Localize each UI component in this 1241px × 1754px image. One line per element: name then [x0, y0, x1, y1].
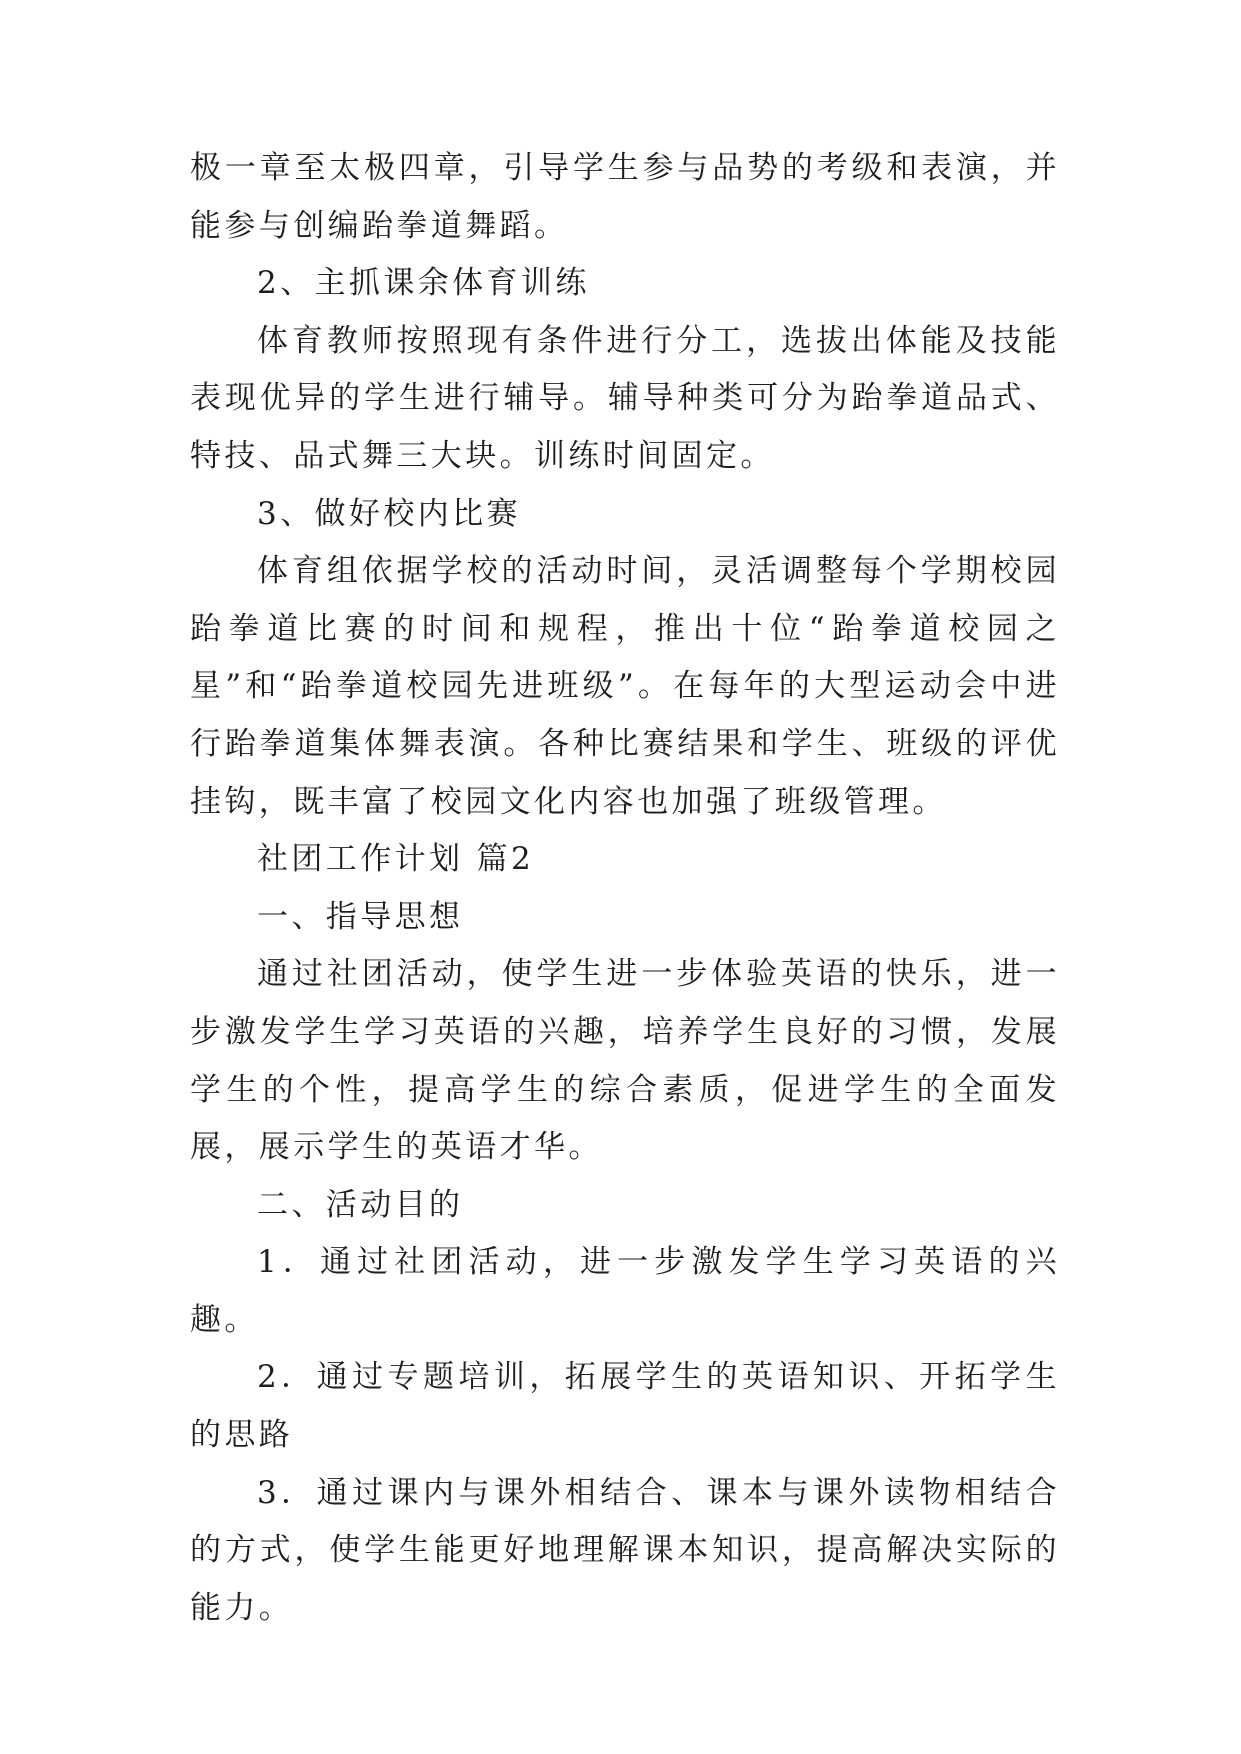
paragraph-8: 通过社团活动，使学生进一步体验英语的快乐，进一步激发学生学习英语的兴趣，培养学生良好的习惯，发展学生的个性，提高学生的综合素质，促进学生的全面发展，展示学生的英语才华。 — [190, 956, 1060, 1166]
list-item-1: 1．通过社团活动，进一步激发学生学习英语的兴趣。 — [190, 1244, 1060, 1338]
list-item-2: 2．通过专题培训，拓展学生的英语知识、开拓学生的思路 — [190, 1359, 1060, 1454]
paragraph-1: 极一章至太极四章，引导学生参与品势的考级和表演，并能参与创编跆拳道舞蹈。 — [190, 150, 1060, 244]
document-page — [190, 140, 1060, 1637]
paragraph-2-heading: 2、主抓课余体育训练 — [257, 265, 590, 302]
heading-guiding-ideology: 一、指导思想 — [257, 898, 464, 935]
section-title: 社团工作计划 篇2 — [257, 841, 535, 878]
list-item-3: 3．通过课内与课外相结合、课本与课外读物相结合的方式，使学生能更好地理解课本知识，提高解决实际的能力。 — [190, 1474, 1060, 1626]
paragraph-3: 体育教师按照现有条件进行分工，选拔出体能及技能表现优异的学生进行辅导。辅导种类可分为跆拳道品式、特技、品式舞三大块。训练时间固定。 — [190, 322, 1060, 474]
paragraph-5: 体育组依据学校的活动时间，灵活调整每个学期校园跆拳道比赛的时间和规程，推出十位“跆拳道校园之星”和“跆拳道校园先进班级”。在每年的大型运动会中进行跆拳道集体舞表演。各种比赛结果和学生、班级的评优挂钩，既丰富了校园文化内容也加强了班级管理。 — [190, 553, 1060, 820]
paragraph-4-heading: 3、做好校内比赛 — [257, 495, 521, 532]
heading-activity-purpose: 二、活动目的 — [257, 1186, 464, 1223]
